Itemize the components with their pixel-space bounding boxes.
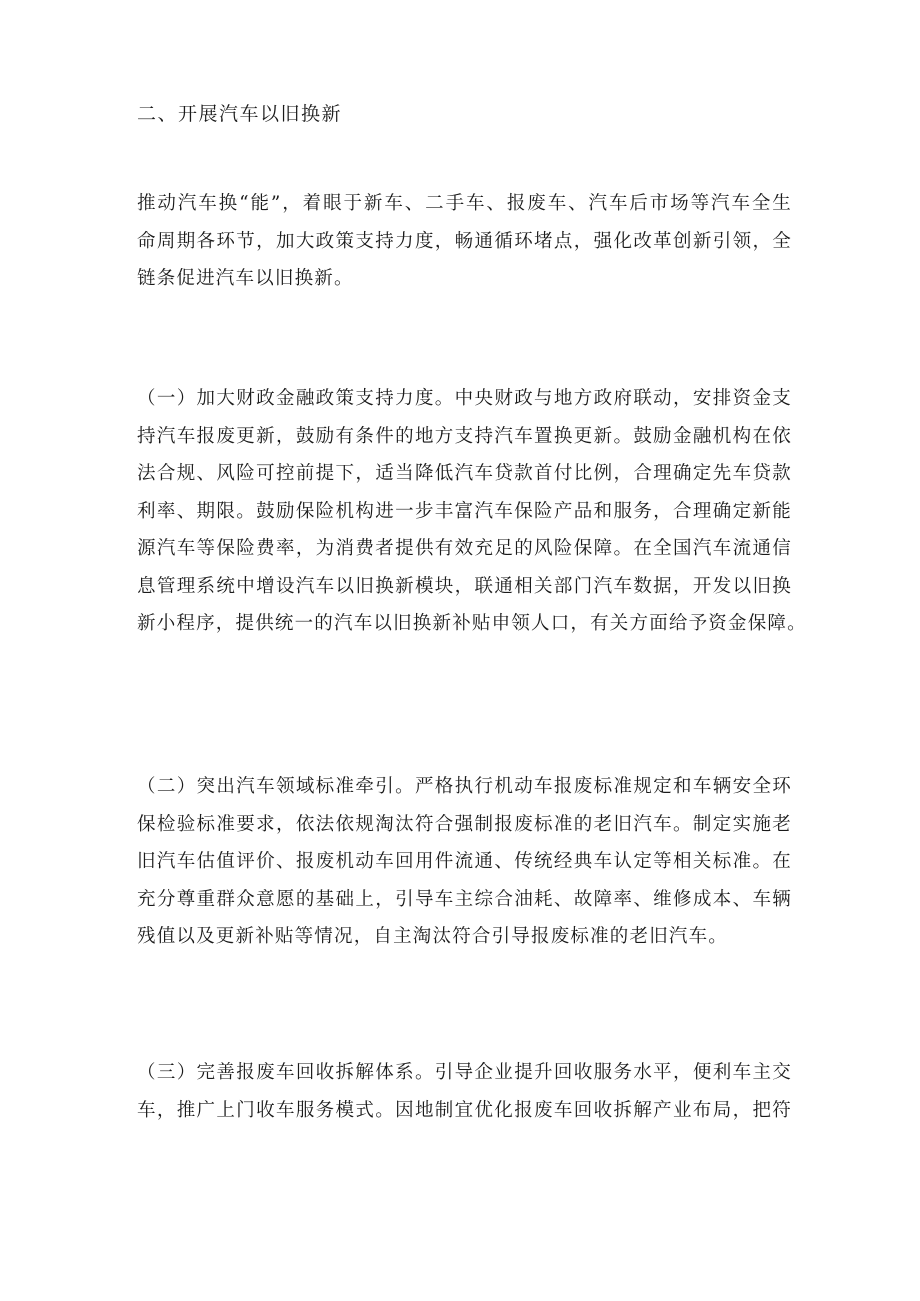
paragraph-fiscal-finance-support bbox=[137, 380, 807, 643]
paragraph-line: 息管理系统中增设汽车以旧换新模块，联通相关部门汽车数据，开发以旧换 bbox=[137, 575, 792, 597]
paragraph-line: 推动汽车换“能”，着眼于新车、二手车、报废车、汽车后市场等汽车全生 bbox=[137, 193, 792, 214]
paragraph-line: 新小程序，提供统一的汽车以旧换新补贴申领人口，有关方面给予资金保障。 bbox=[137, 613, 807, 634]
paragraph-recycling-system bbox=[137, 1054, 792, 1129]
paragraph-line: （三）完善报废车回收拆解体系。引导企业提升回收服务水平，便利车主交 bbox=[137, 1062, 792, 1083]
paragraph-line: 法合规、风险可控前提下，适当降低汽车贷款首付比例，合理确定先车贷款 bbox=[137, 463, 792, 484]
paragraph-line: 命周期各环节，加大政策支持力度，畅通循环堵点，强化改革创新引领，全 bbox=[137, 230, 792, 252]
paragraph-line: （二）突出汽车领域标准牵引。严格执行机动车报废标准规定和车辆安全环 bbox=[137, 776, 792, 797]
paragraph-intro bbox=[137, 185, 792, 298]
paragraph-line: 利率、期限。鼓励保险机构进一步丰富汽车保险产品和服务，合理确定新能 bbox=[137, 500, 792, 522]
section-heading: 二、开展汽车以旧换新 bbox=[137, 103, 343, 125]
paragraph-line: 车，推广上门收车服务模式。因地制宜优化报废车回收拆解产业布局，把符 bbox=[137, 1099, 792, 1121]
paragraph-line: 链条促进汽车以旧换新。 bbox=[137, 268, 354, 289]
paragraph-line: 保检验标准要求，依法依规淘汰符合强制报废标准的老旧汽车。制定实施老 bbox=[137, 813, 792, 835]
paragraph-line: 源汽车等保险费率，为消费者提供有效充足的风险保障。在全国汽车流通信 bbox=[137, 538, 792, 559]
paragraph-line: （一）加大财政金融政策支持力度。中央财政与地方政府联动，安排资金支 bbox=[137, 388, 792, 409]
paragraph-line: 充分尊重群众意愿的基础上，引导车主综合油耗、故障率、维修成本、车辆 bbox=[137, 888, 792, 910]
paragraph-line: 旧汽车估值评价、报废机动车回用件流通、传统经典车认定等相关标准。在 bbox=[137, 851, 792, 872]
paragraph-line: 持汽车报废更新，鼓励有条件的地方支持汽车置换更新。鼓励金融机构在依 bbox=[137, 425, 792, 447]
paragraph-standards-guidance bbox=[137, 768, 792, 956]
paragraph-line: 残值以及更新补贴等情况，自主淘汰符合引导报废标准的老旧汽车。 bbox=[137, 926, 729, 947]
